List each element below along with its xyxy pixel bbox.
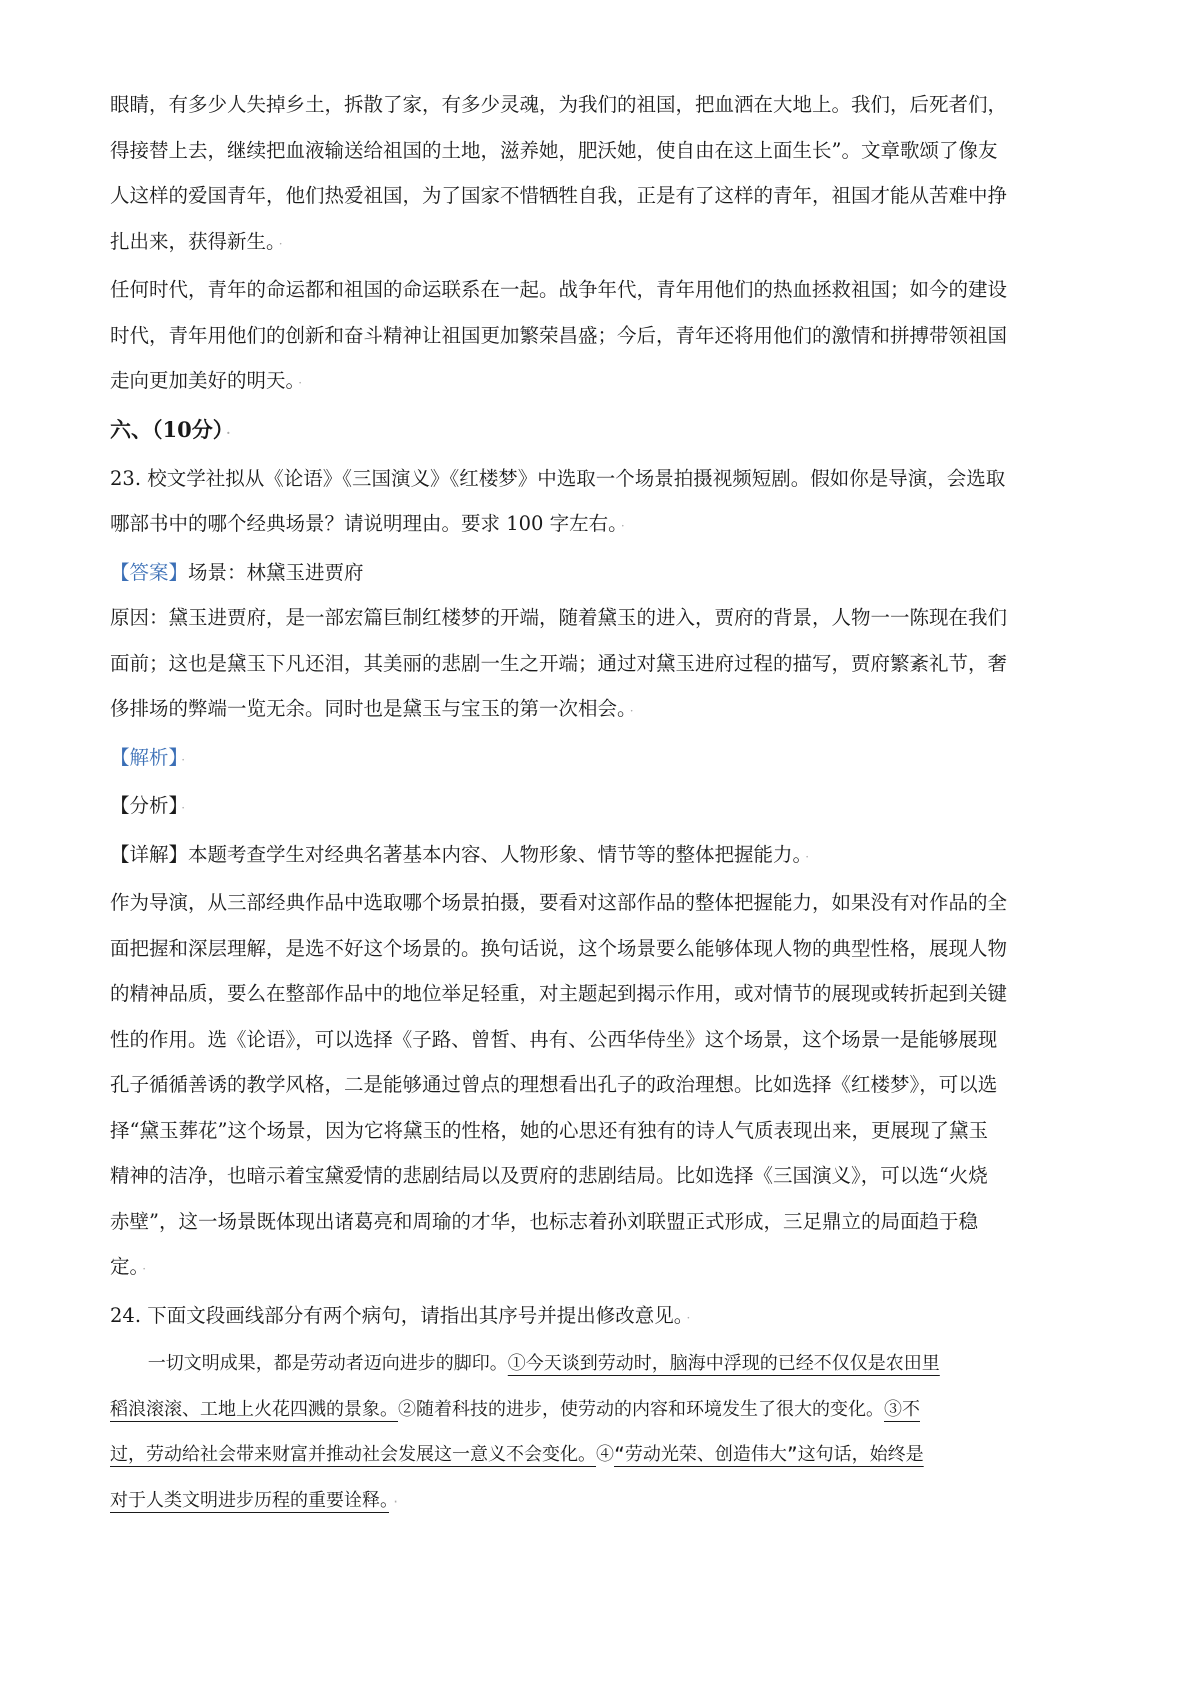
section-six-heading: 六、（10分） · [110, 416, 231, 442]
text-line: 性的作用。选《论语》，可以选择《子路、曾皙、冉有、公西华侍坐》这个场景，这个场景一是能够展现 [110, 1027, 998, 1051]
text-line: 任何时代，青年的命运都和祖国的命运联系在一起。战争年代，青年用他们的热血拯救祖国；如今的建设 [110, 278, 1008, 301]
text-line: 孔子循循善诱的教学风格，二是能够通过曾点的理想看出孔子的政治理想。比如选择《红楼梦》，可以选 [110, 1073, 998, 1096]
underlined-sentence: 对于人类文明进步历程的重要诠释。 [110, 1489, 389, 1511]
jiexi-line: 【解析】 · [110, 745, 186, 769]
text-line: 眼睛，有多少人失掉乡土，拆散了家，有多少灵魂，为我们的祖国，把血洒在大地上。我们，后死者们， [110, 93, 1008, 116]
xiangjie-line: 【详解】本题考查学生对经典名著基本内容、人物形象、情节等的整体把握能力。 · [110, 842, 810, 866]
xiangjie-tag: 【详解】 [110, 842, 189, 866]
essay-line: 稻浪滚滚、工地上火花四溅的景象。②随着科技的进步，使劳动的内容和环境发生了很大的变化。③不 [110, 1398, 920, 1420]
text-line: 定。 · [110, 1255, 147, 1278]
text-line: 扎出来，获得新生。 · [110, 229, 283, 253]
detail-paragraph [110, 880, 1104, 1293]
answer-text: 场景：林黛玉进贾府 [188, 560, 364, 584]
underlined-sentence: ①今天谈到劳动时，脑海中浮现的已经不仅仅是农田里 [507, 1353, 940, 1374]
text-line: 作为导演，从三部经典作品中选取哪个场景拍摄，要看对这部作品的整体把握能力，如果没有对作品的全 [110, 891, 1008, 914]
answer-reason [110, 595, 1104, 735]
text-line: 侈排场的弊端一览无余。同时也是黛玉与宝玉的第一次相会。 · [110, 697, 634, 720]
underlined-sentence: 过，劳动给社会带来财富并推动社会发展这一意义不会变化。 [110, 1444, 596, 1465]
text-line: 时代，青年用他们的创新和奋斗精神让祖国更加繁荣昌盛；今后，青年还将用他们的激情和拼搏带领祖国 [110, 323, 1008, 347]
passage-conclusion-paragraph [110, 267, 1104, 407]
underlined-sentence: ③不 [884, 1398, 920, 1420]
question-24: 24. 下面文段画线部分有两个病句，请指出其序号并提出修改意见。 · [110, 1303, 691, 1327]
text-line: 的精神品质，要么在整部作品中的地位举足轻重，对主题起到揭示作用，或对情节的展现或转折起到关键 [110, 982, 1008, 1005]
text-line: 人这样的爱国青年，他们热爱祖国，为了国家不惜牺牲自我，正是有了这样的青年，祖国才能从苦难中挣 [110, 184, 1008, 207]
text-line: 面把握和深层理解，是选不好这个场景的。换句话说，这个场景要么能够体现人物的典型性格，展现人物 [110, 936, 1008, 960]
answer-tag: 【答案】 [110, 560, 189, 584]
passage-tail-paragraph [110, 82, 1104, 267]
question-line: 哪部书中的哪个经典场景？请说明理由。要求 100 字左右。 · [110, 512, 625, 535]
text-line: 赤壁”，这一场景既体现出诸葛亮和周瑜的才华，也标志着孙刘联盟正式形成，三足鼎立的局面趋于稳 [110, 1209, 978, 1233]
fenxi-tag: 【分析】 [110, 794, 179, 817]
text-line: 原因：黛玉进贾府，是一部宏篇巨制红楼梦的开端，随着黛玉的进入，贾府的背景，人物一一陈现在我们 [110, 606, 1008, 629]
underlined-sentence: 稻浪滚滚、工地上火花四溅的景象。 [110, 1398, 398, 1420]
jiexi-tag: 【解析】 [110, 745, 179, 769]
fenxi-line: 【分析】 · [110, 794, 186, 817]
question-line: 23. 校文学社拟从《论语》《三国演义》《红楼梦》中选取一个场景拍摄视频短剧。假如你是导演，会选取 [110, 466, 1006, 490]
text-line: 精神的洁净，也暗示着宝黛爱情的悲剧结局以及贾府的悲剧结局。比如选择《三国演义》，可以选“火烧 [110, 1164, 988, 1187]
essay-line: 过，劳动给社会带来财富并推动社会发展这一意义不会变化。④“劳动光荣、创造伟大”这句话，始终是 [110, 1444, 924, 1465]
underlined-sentence: “劳动光荣、创造伟大”这句话，始终是 [614, 1444, 924, 1465]
text-line: 面前；这也是黛玉下凡还泪，其美丽的悲剧一生之开端；通过对黛玉进府过程的描写，贾府繁紊礼节，奢 [110, 651, 1008, 675]
answer-line [110, 550, 1104, 596]
essay-line: 对于人类文明进步历程的重要诠释。 · [110, 1489, 400, 1511]
text-line: 走向更加美好的明天。 · [110, 369, 303, 392]
xiangjie-text: 本题考查学生对经典名著基本内容、人物形象、情节等的整体把握能力。 [188, 842, 803, 866]
text-line: 择“黛玉葬花”这个场景，因为它将黛玉的性格，她的心思还有独有的诗人气质表现出来，更展现了黛玉 [110, 1118, 988, 1142]
essay-line: 一切文明成果，都是劳动者迈向进步的脚印。①今天谈到劳动时，脑海中浮现的已经不仅仅是农田里 [147, 1353, 940, 1374]
question-23 [110, 456, 1104, 550]
q24-essay-passage [110, 1341, 1104, 1525]
text-line: 得接替上去，继续把血液输送给祖国的土地，滋养她，肥沃她，使自由在这上面生长”。文章歌颂了像友 [110, 138, 998, 162]
